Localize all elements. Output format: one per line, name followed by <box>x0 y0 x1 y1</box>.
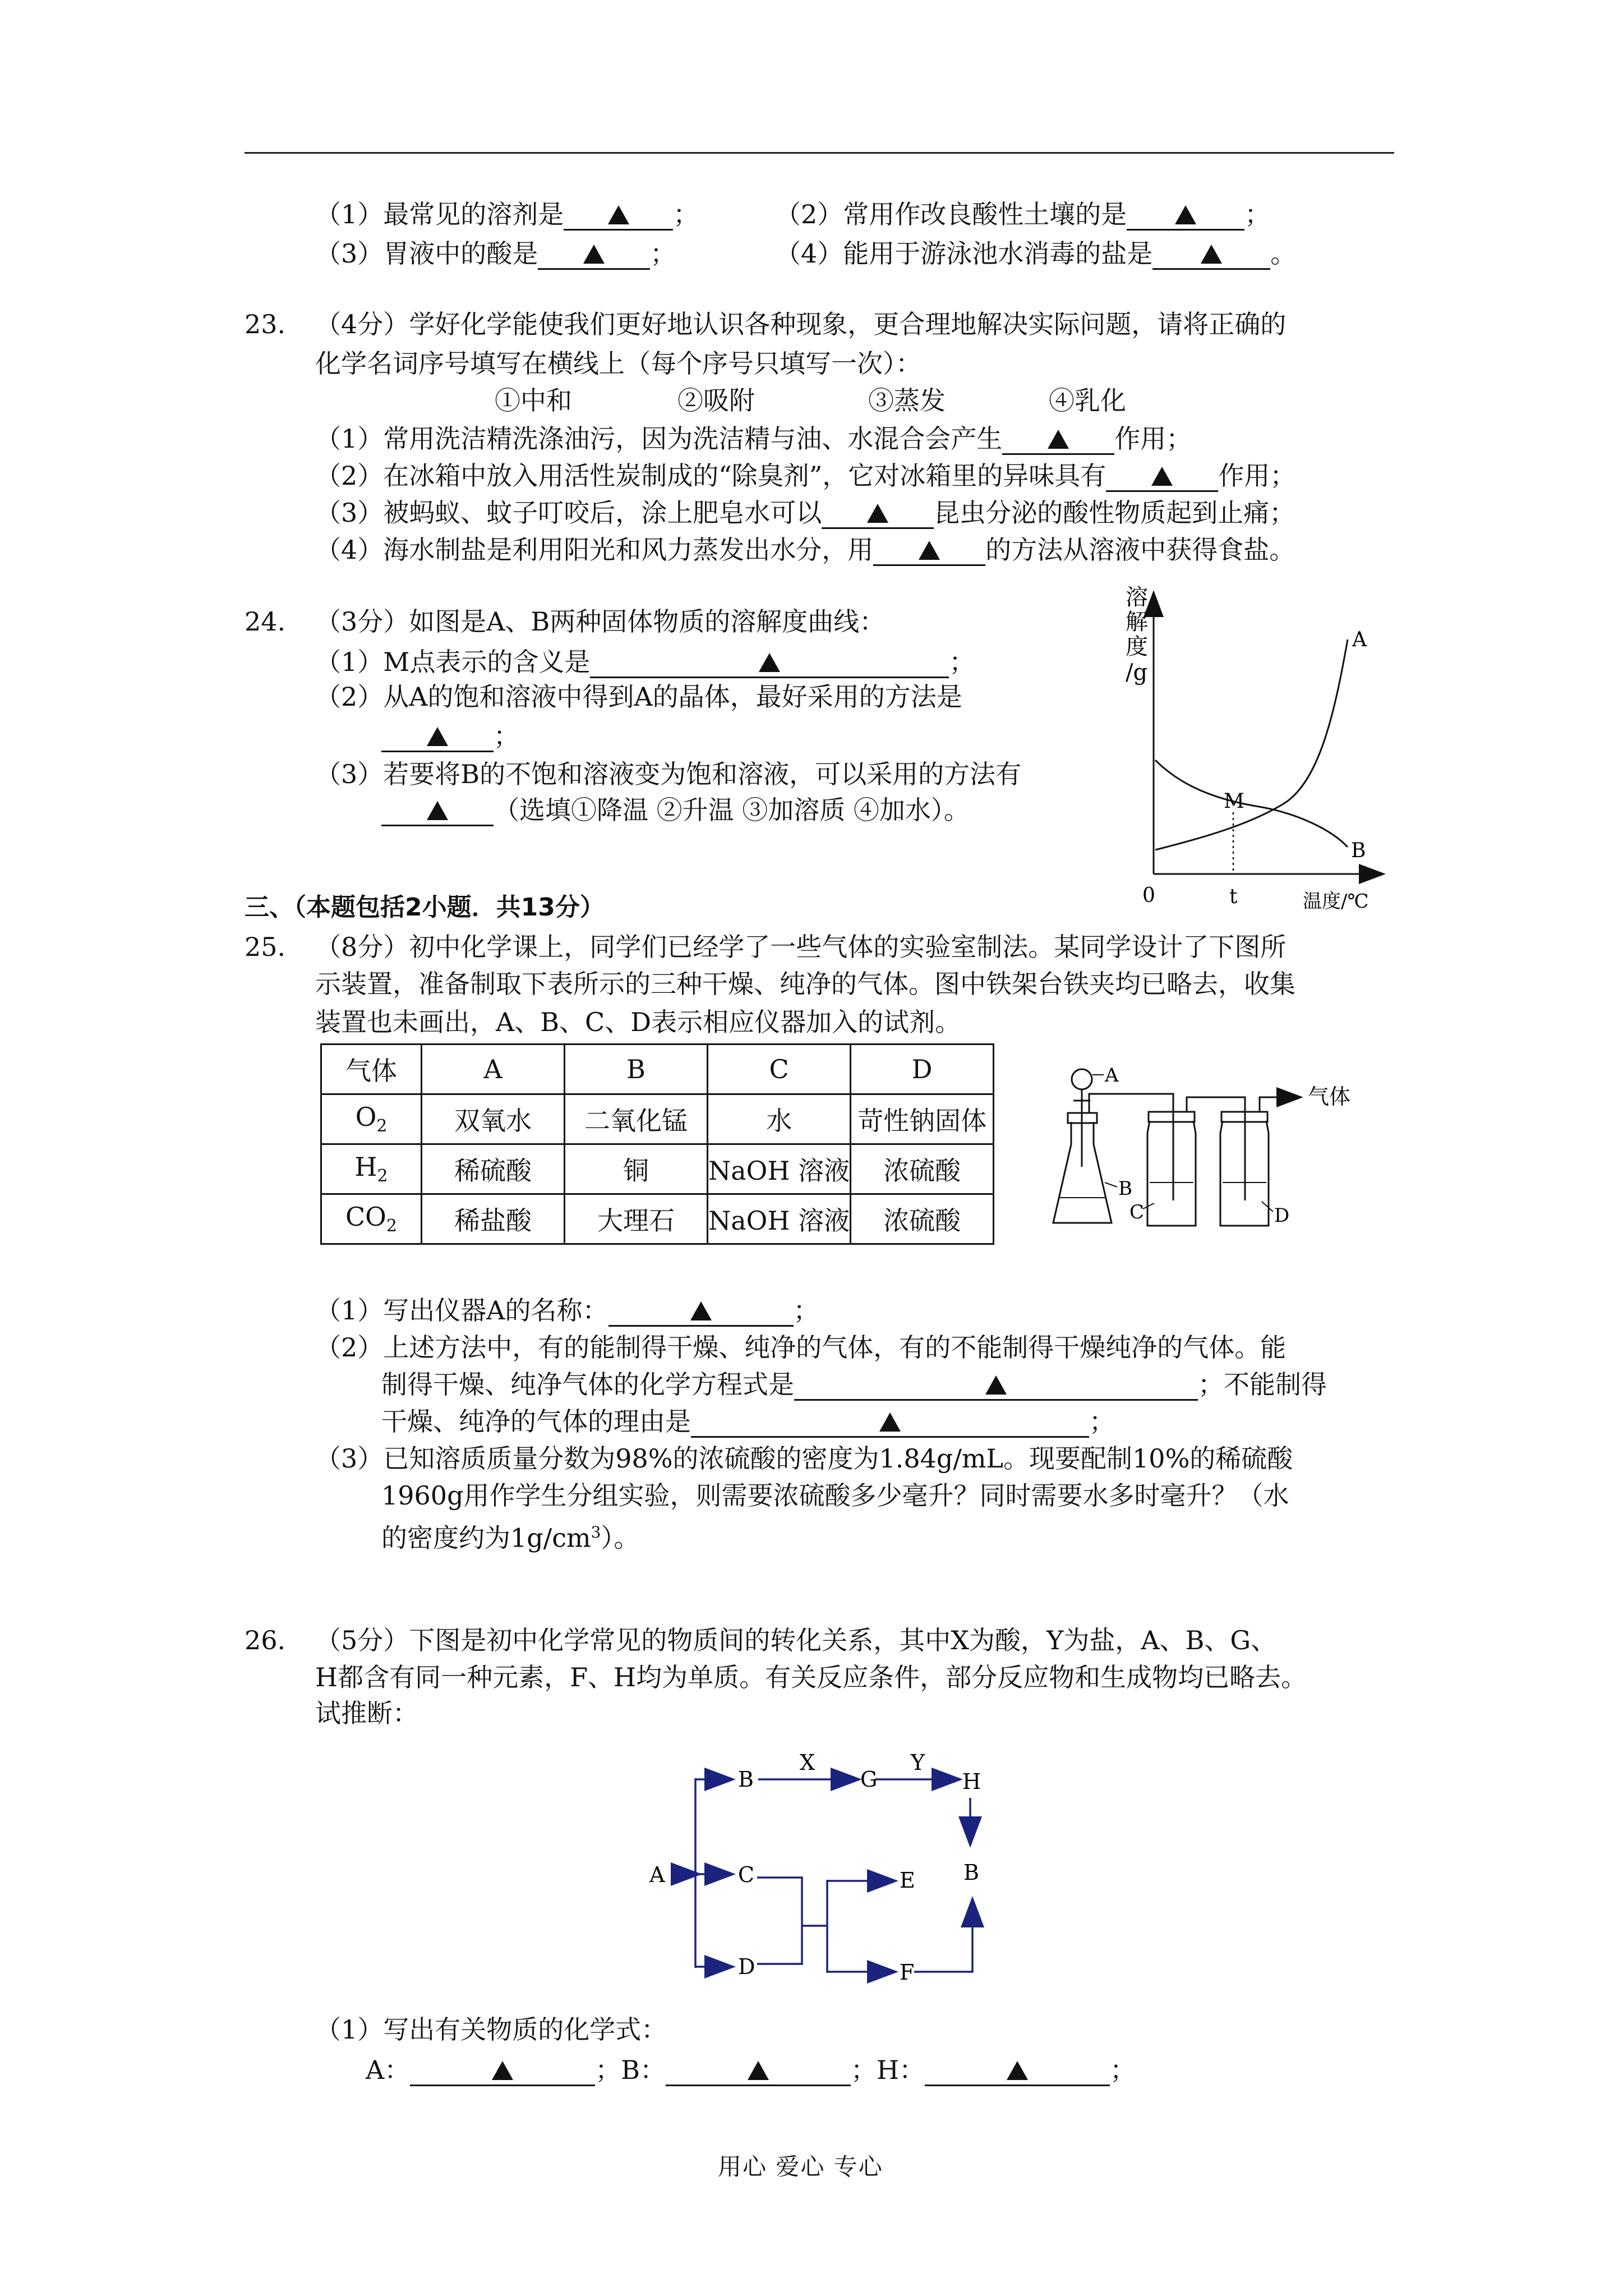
curve-a <box>1155 639 1348 850</box>
leader-line <box>1105 1182 1117 1187</box>
q22-item-2: （2）常用作改良酸性土壤的是 ； <box>775 199 1271 229</box>
answer-blank[interactable] <box>794 1370 1198 1401</box>
section-3-title: 三、（本题包括2小题．共13分） <box>245 893 605 922</box>
origin-label: 0 <box>1142 884 1155 907</box>
header-cell: A <box>422 1045 565 1094</box>
apparatus-label-b: B <box>1118 1177 1132 1200</box>
header-cell: B <box>565 1045 708 1094</box>
header-cell: D <box>851 1045 994 1094</box>
answer-blank-a[interactable] <box>410 2055 595 2086</box>
q25-sub-2-line2: 制得干燥、纯净气体的化学方程式是 ；不能制得 <box>381 1369 1327 1400</box>
q24-number: 24. <box>245 606 286 637</box>
q26-sub-1: （1）写出有关物质的化学式： <box>315 2014 667 2045</box>
q23-sub-1: （1）常用洗洁精洗涤油污，因为洗洁精与油、水混合会产生 作用； <box>315 424 1192 454</box>
q26-intro-line3: 试推断： <box>315 1698 418 1728</box>
q25-sub-3-line1: （3）已知溶质质量分数为98%的浓硫酸的密度为1.84g/mL。现要配制10%的稀硫酸 <box>315 1443 1293 1474</box>
t-label: t <box>1229 885 1238 908</box>
apparatus-label-c: C <box>1129 1201 1145 1223</box>
edge-label-y: Y <box>911 1750 925 1775</box>
q25-sub-2-line3: 干燥、纯净的气体的理由是 ； <box>381 1406 1115 1437</box>
q25-intro-line1: （8分）初中化学课上，同学们已经学了一些气体的实验室制法。某同学设计了下图所 <box>315 932 1287 962</box>
triangle-icon <box>748 2061 769 2080</box>
solubility-chart <box>1113 583 1394 914</box>
node-e: E <box>900 1868 915 1893</box>
triangle-icon <box>919 541 940 560</box>
answer-blank[interactable] <box>381 795 494 826</box>
node-b-repeat: B <box>963 1860 979 1885</box>
triangle-icon <box>759 653 780 672</box>
triangle-icon <box>492 2061 513 2080</box>
y-axis-label-char: 度 <box>1126 634 1148 660</box>
answer-blank[interactable] <box>538 239 650 270</box>
q23-option-2: ②吸附 <box>677 385 755 416</box>
triangle-icon <box>583 245 605 264</box>
gas-cell: $H_2$ <box>321 1144 422 1194</box>
leader-line <box>1262 1202 1273 1212</box>
table-cell: 大理石 <box>565 1194 708 1244</box>
triangle-icon <box>608 205 629 224</box>
answer-blank[interactable] <box>1152 239 1270 270</box>
header-cell: 气体 <box>321 1045 422 1094</box>
q23-option-4: ④乳化 <box>1049 385 1126 416</box>
q26-number: 26. <box>245 1625 286 1655</box>
q23-intro-line2: 化学名词序号填写在横线上（每个序号只填写一次）： <box>315 348 921 379</box>
node-d: D <box>738 1954 755 1979</box>
triangle-icon <box>1007 2061 1028 2080</box>
reagent-table <box>320 1043 994 1245</box>
leader-line <box>1143 1203 1154 1209</box>
edge-f-b <box>914 1900 972 1972</box>
outlet-tube <box>1260 1097 1295 1112</box>
q26-answer-line: A： ；B： ；H： ； <box>366 2055 1136 2085</box>
q23-intro-line1: （4分）学好化学能使我们更好地认识各种现象，更合理地解决实际问题，请将正确的 <box>315 309 1287 339</box>
node-b: B <box>738 1767 754 1792</box>
table-cell: NaOH 溶液 <box>708 1194 851 1244</box>
q25-sub-3-line2: 1960g用作学生分组实验，则需要浓硫酸多少毫升？同时需要水多时毫升？（水 <box>381 1480 1289 1511</box>
answer-blank[interactable] <box>822 498 934 529</box>
answer-blank[interactable] <box>564 200 673 231</box>
triangle-icon <box>867 504 888 523</box>
q23-option-3: ③蒸发 <box>868 385 946 416</box>
edge-label-x: X <box>800 1750 815 1775</box>
table-header-row <box>321 1045 994 1094</box>
wash-bottle-c <box>1147 1121 1196 1226</box>
table-cell: 双氧水 <box>422 1094 565 1144</box>
curve-b <box>1155 760 1348 847</box>
answer-blank[interactable] <box>1106 461 1218 492</box>
node-g: G <box>860 1767 878 1792</box>
q23-sub-3: （3）被蚂蚁、蚊子叮咬后，涂上肥皂水可以 昆虫分泌的酸性物质起到止痛； <box>315 498 1295 528</box>
q22-item-1: （1）最常见的溶剂是 ； <box>315 199 699 229</box>
q22-item-3: （3）胃液中的酸是 ； <box>315 238 676 269</box>
header-rule <box>245 152 1394 154</box>
q25-sub-1: （1）写出仪器A的名称： ； <box>315 1295 819 1326</box>
q25-sub-2-line1: （2）上述方法中，有的能制得干燥、纯净的气体，有的不能制得干燥纯净的气体。能 <box>315 1332 1287 1363</box>
y-axis-label-char: 解 <box>1126 609 1148 635</box>
q26-intro-line1: （5分）下图是初中化学常见的物质间的转化关系，其中X为酸，Y为盐，A、B、G、 <box>315 1625 1277 1655</box>
answer-blank[interactable] <box>381 721 494 752</box>
q25-intro-line2: 示装置，准备制取下表所示的三种干燥、纯净的气体。图中铁架台铁夹均已略去，收集 <box>315 969 1295 999</box>
triangle-icon <box>1151 467 1173 486</box>
apparatus-label-d: D <box>1274 1204 1290 1227</box>
triangle-icon <box>1048 430 1069 449</box>
q24-intro: （3分）如图是A、B两种固体物质的溶解度曲线： <box>315 606 886 637</box>
curve-a-label: A <box>1352 628 1367 651</box>
node-f: F <box>900 1960 915 1985</box>
point-m-label: M <box>1224 790 1244 813</box>
gas-outlet-label: 气体 <box>1308 1084 1351 1109</box>
q24-sub-1: （1）M点表示的含义是 ； <box>315 647 975 677</box>
answer-blank-h[interactable] <box>925 2055 1110 2086</box>
gas-cell: $O_2$ <box>321 1094 422 1144</box>
triangle-icon <box>427 727 448 746</box>
q24-sub-3-answer: （选填①降温 ②升温 ③加溶质 ④加水）。 <box>381 793 970 827</box>
triangle-icon <box>1175 205 1196 224</box>
answer-blank[interactable] <box>691 1407 1089 1438</box>
gas-cell: $CO_2$ <box>321 1194 422 1244</box>
y-axis-label-char: 溶 <box>1126 585 1148 610</box>
q23-sub-4: （4）海水制盐是利用阳光和风力蒸发出水分，用 的方法从溶液中获得食盐。 <box>315 535 1295 565</box>
answer-blank[interactable] <box>873 535 985 566</box>
node-a: A <box>649 1862 665 1887</box>
q23-sub-2: （2）在冰箱中放入用活性炭制成的“除臭剂”，它对冰箱里的异味具有 作用； <box>315 461 1296 491</box>
q22-item-4: （4）能用于游泳池水消毒的盐是 。 <box>775 238 1297 269</box>
header-cell: C <box>708 1045 851 1094</box>
page-footer: 用心 爱心 专心 <box>718 2153 883 2180</box>
q24-sub-2-answer: ； <box>381 719 519 753</box>
join-c-d <box>757 1878 802 1964</box>
answer-blank[interactable] <box>608 1296 794 1327</box>
table-cell: NaOH 溶液 <box>708 1144 851 1194</box>
table-row <box>321 1194 994 1244</box>
answer-blank[interactable] <box>1127 200 1244 231</box>
table-cell: 水 <box>708 1094 851 1144</box>
x-axis-label: 温度/℃ <box>1303 890 1369 913</box>
q26-intro-line2: H都含有同一种元素，F、H均为单质。有关反应条件，部分反应物和生成物均已略去。 <box>315 1662 1307 1692</box>
table-row <box>321 1144 994 1194</box>
triangle-icon <box>690 1301 712 1320</box>
table-row <box>321 1094 994 1144</box>
table-cell: 铜 <box>565 1144 708 1194</box>
conversion-flow-diagram <box>639 1747 1021 1989</box>
table-cell: 稀盐酸 <box>422 1194 565 1244</box>
table-cell: 浓硫酸 <box>851 1194 994 1244</box>
q25-number: 25. <box>245 932 286 962</box>
bottle-stopper <box>1149 1112 1195 1122</box>
funnel-bulb <box>1072 1069 1092 1089</box>
node-c: C <box>738 1862 755 1887</box>
q24-sub-2: （2）从A的饱和溶液中得到A的晶体，最好采用的方法是 <box>315 682 962 712</box>
triangle-icon <box>985 1375 1007 1395</box>
q23-number: 23. <box>245 309 286 339</box>
table-cell: 稀硫酸 <box>422 1144 565 1194</box>
answer-blank[interactable] <box>1002 424 1114 455</box>
table-cell: 浓硫酸 <box>851 1144 994 1194</box>
q25-intro-line3: 装置也未画出，A、B、C、D表示相应仪器加入的试剂。 <box>315 1007 961 1037</box>
apparatus-label-a: A <box>1105 1064 1119 1087</box>
q23-option-1: ①中和 <box>495 385 572 416</box>
y-axis-label-char: /g <box>1126 660 1148 685</box>
triangle-icon <box>1201 245 1222 264</box>
table-cell: 二氧化锰 <box>565 1094 708 1144</box>
answer-blank[interactable] <box>590 647 949 678</box>
curve-b-label: B <box>1351 839 1366 862</box>
answer-blank-b[interactable] <box>666 2055 851 2086</box>
node-h: H <box>962 1769 981 1794</box>
gas-apparatus-diagram <box>1049 1055 1351 1245</box>
table-cell: 苛性钠固体 <box>851 1094 994 1144</box>
triangle-icon <box>879 1412 901 1432</box>
q24-sub-3: （3）若要将B的不饱和溶液变为饱和溶液，可以采用的方法有 <box>315 759 1022 789</box>
triangle-icon <box>427 801 448 820</box>
q25-sub-3-line3: 的密度约为$1g/cm^3$）。 <box>381 1522 640 1553</box>
